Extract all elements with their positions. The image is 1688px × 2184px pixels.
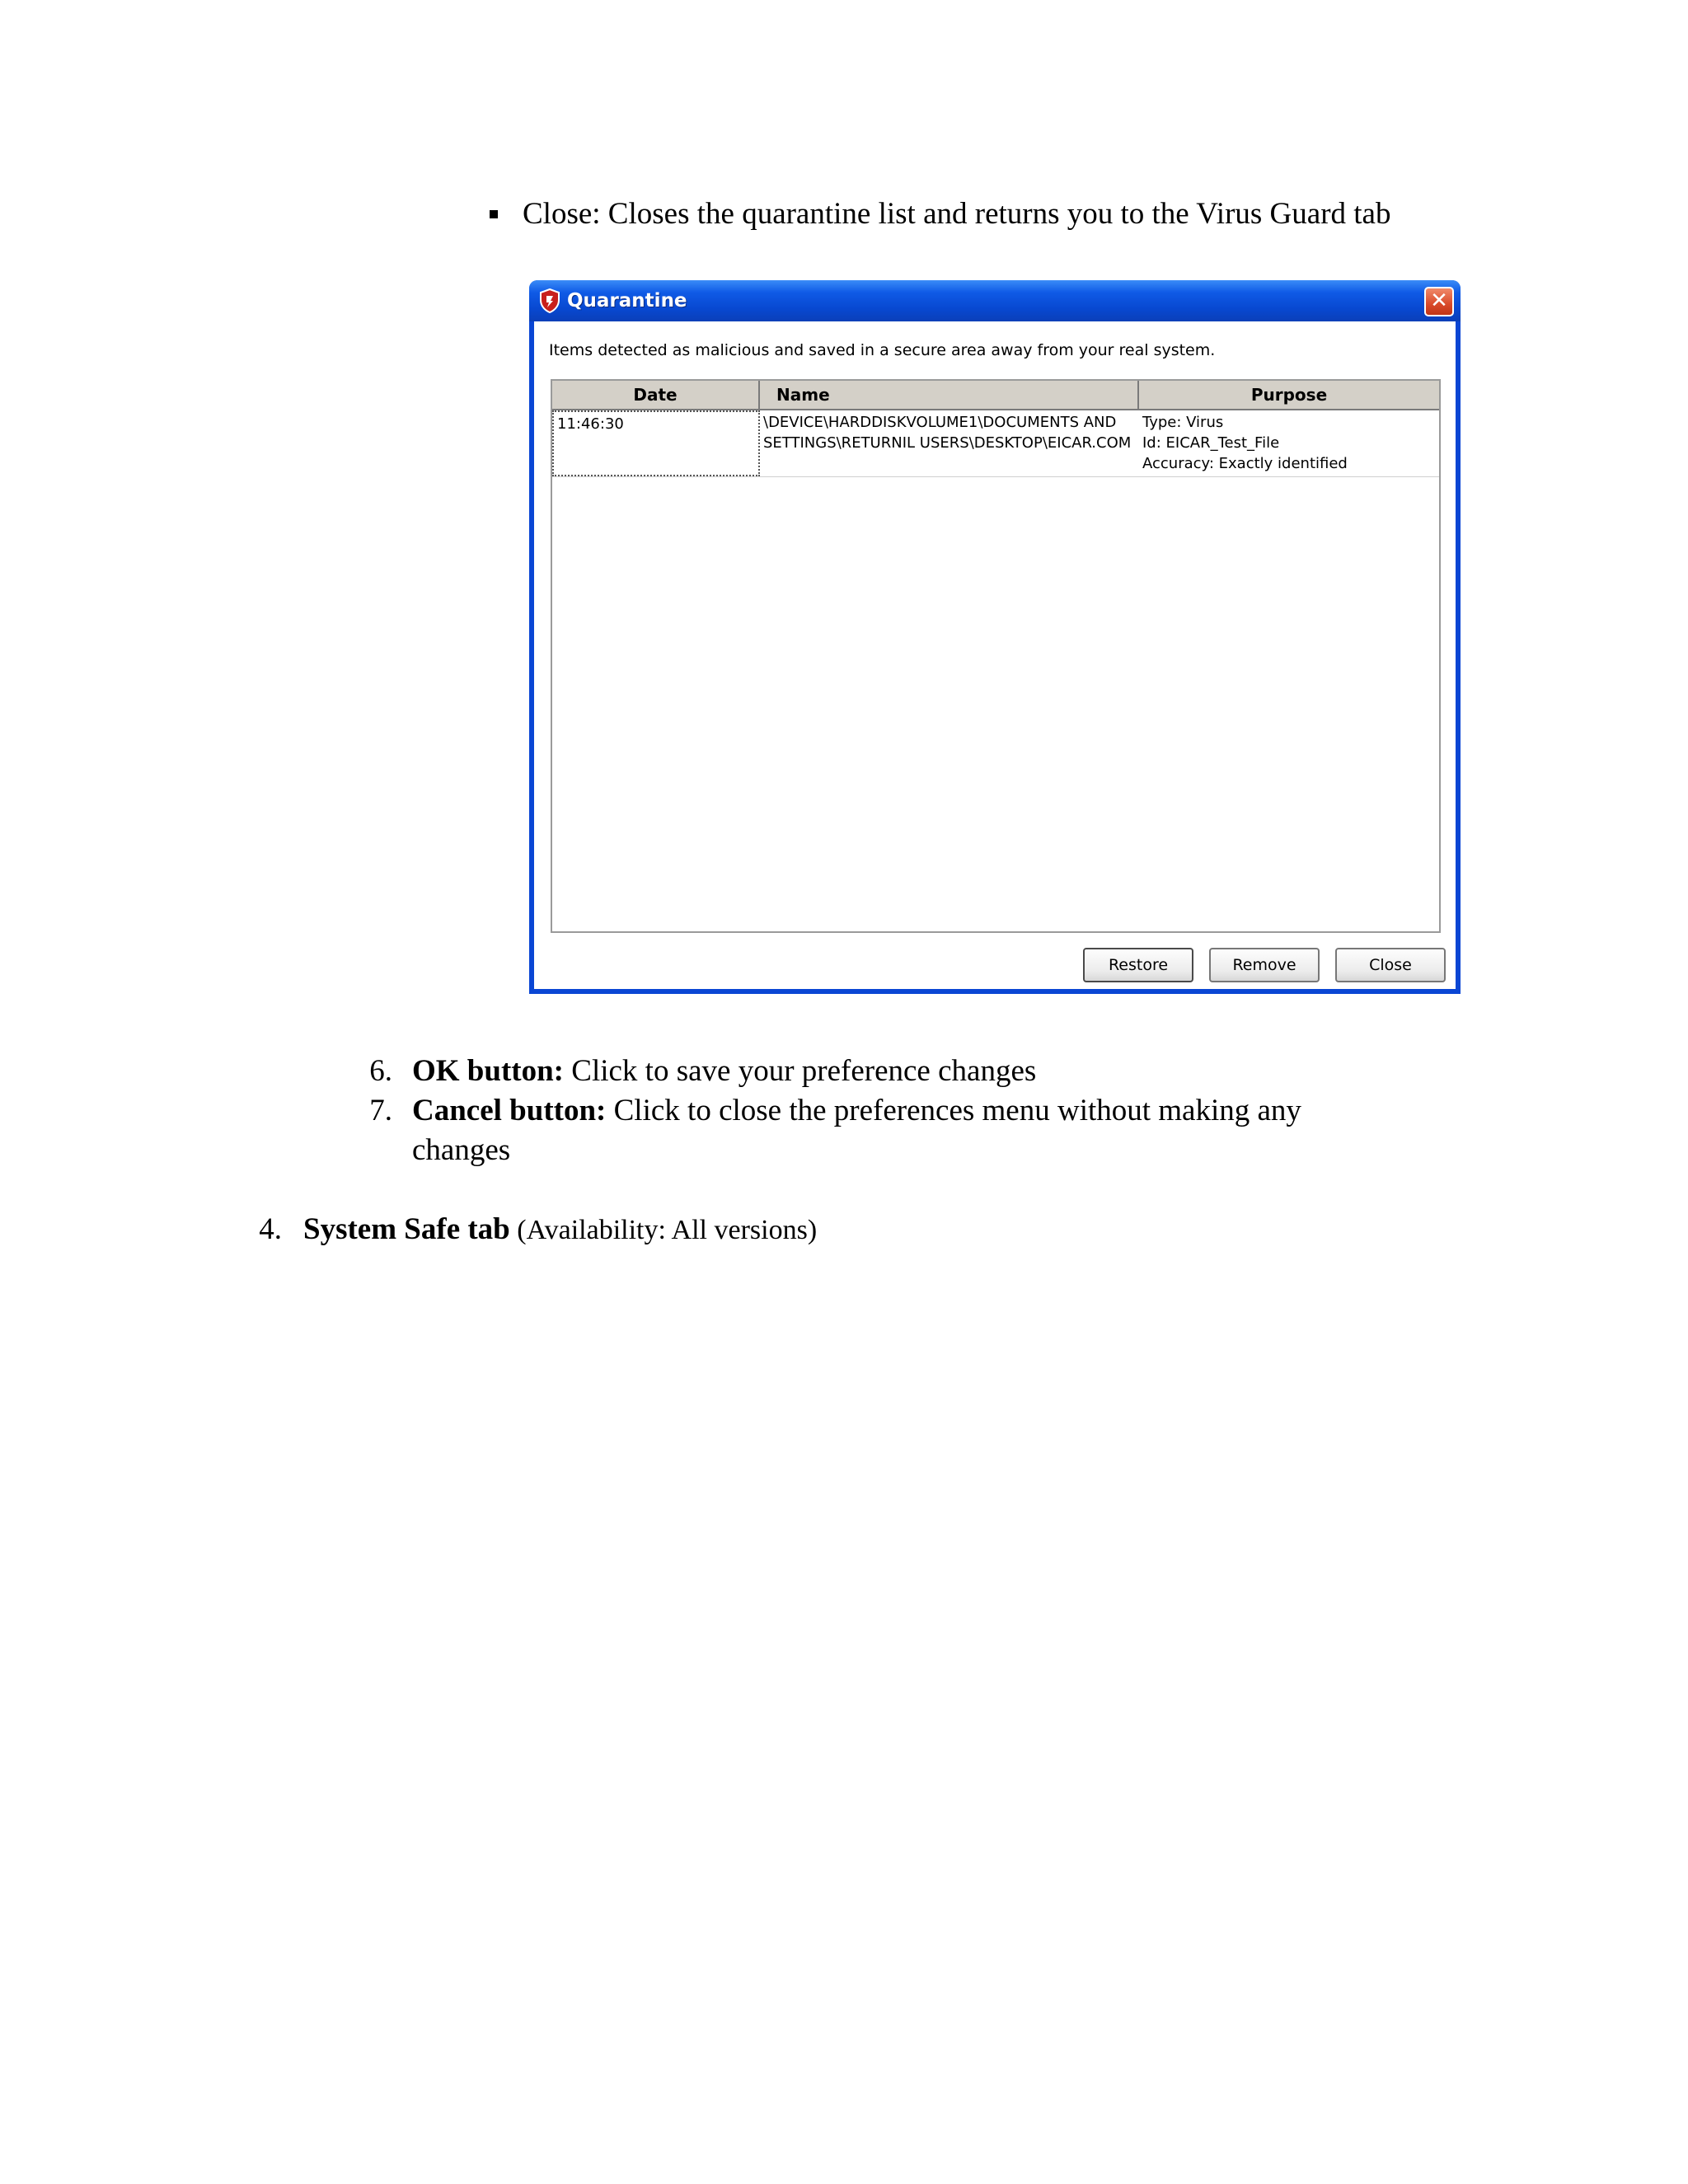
ok-button-item bbox=[412, 1052, 1036, 1091]
dialog-title: Quarantine bbox=[567, 290, 687, 312]
row-purpose-line: Accuracy: Exactly identified bbox=[1142, 455, 1348, 472]
remove-button[interactable]: Remove bbox=[1209, 948, 1320, 982]
dialog-description: Items detected as malicious and saved in a secure area away from your real system. bbox=[549, 341, 1216, 359]
item-number: 7. bbox=[369, 1094, 392, 1127]
row-name bbox=[760, 410, 1139, 476]
system-safe-heading bbox=[303, 1210, 817, 1250]
table-header bbox=[552, 381, 1439, 410]
restore-button[interactable]: Restore bbox=[1083, 948, 1193, 982]
item-label: OK button: bbox=[412, 1054, 565, 1088]
dialog-body bbox=[534, 321, 1456, 989]
row-date: 11:46:30 bbox=[552, 410, 760, 476]
row-name-line: SETTINGS\RETURNIL USERS\DESKTOP\EICAR.COM bbox=[763, 434, 1132, 452]
column-header-name[interactable]: Name bbox=[760, 381, 1139, 409]
table-row[interactable] bbox=[552, 410, 1439, 477]
shield-icon bbox=[539, 288, 560, 313]
row-purpose-line: Id: EICAR_Test_File bbox=[1142, 434, 1280, 452]
quarantine-table[interactable] bbox=[551, 379, 1441, 933]
item-label: Cancel button: bbox=[412, 1094, 607, 1127]
row-purpose bbox=[1139, 410, 1439, 476]
item-text-continuation: changes bbox=[412, 1133, 511, 1167]
title-bar[interactable] bbox=[529, 280, 1461, 321]
item-text: Click to close the preferences menu without making any bbox=[606, 1094, 1301, 1127]
column-header-date[interactable]: Date bbox=[552, 381, 760, 409]
bullet-marker bbox=[490, 210, 498, 218]
close-icon[interactable]: ✕ bbox=[1424, 287, 1454, 316]
item-text: (Availability: All versions) bbox=[509, 1215, 818, 1245]
item-number: 6. bbox=[369, 1054, 392, 1088]
row-purpose-line: Type: Virus bbox=[1142, 414, 1224, 431]
row-name-line: \DEVICE\HARDDISKVOLUME1\DOCUMENTS AND bbox=[763, 414, 1117, 431]
quarantine-dialog bbox=[529, 280, 1461, 994]
item-number: 4. bbox=[259, 1212, 282, 1246]
column-header-purpose[interactable]: Purpose bbox=[1250, 385, 1328, 405]
item-text: Click to save your preference changes bbox=[564, 1054, 1037, 1088]
cancel-button-item bbox=[412, 1091, 1301, 1131]
close-button[interactable]: Close bbox=[1335, 948, 1446, 982]
bullet-close-description: Close: Closes the quarantine list and returns you to the Virus Guard tab bbox=[523, 197, 1391, 231]
item-label: System Safe tab bbox=[303, 1212, 510, 1246]
